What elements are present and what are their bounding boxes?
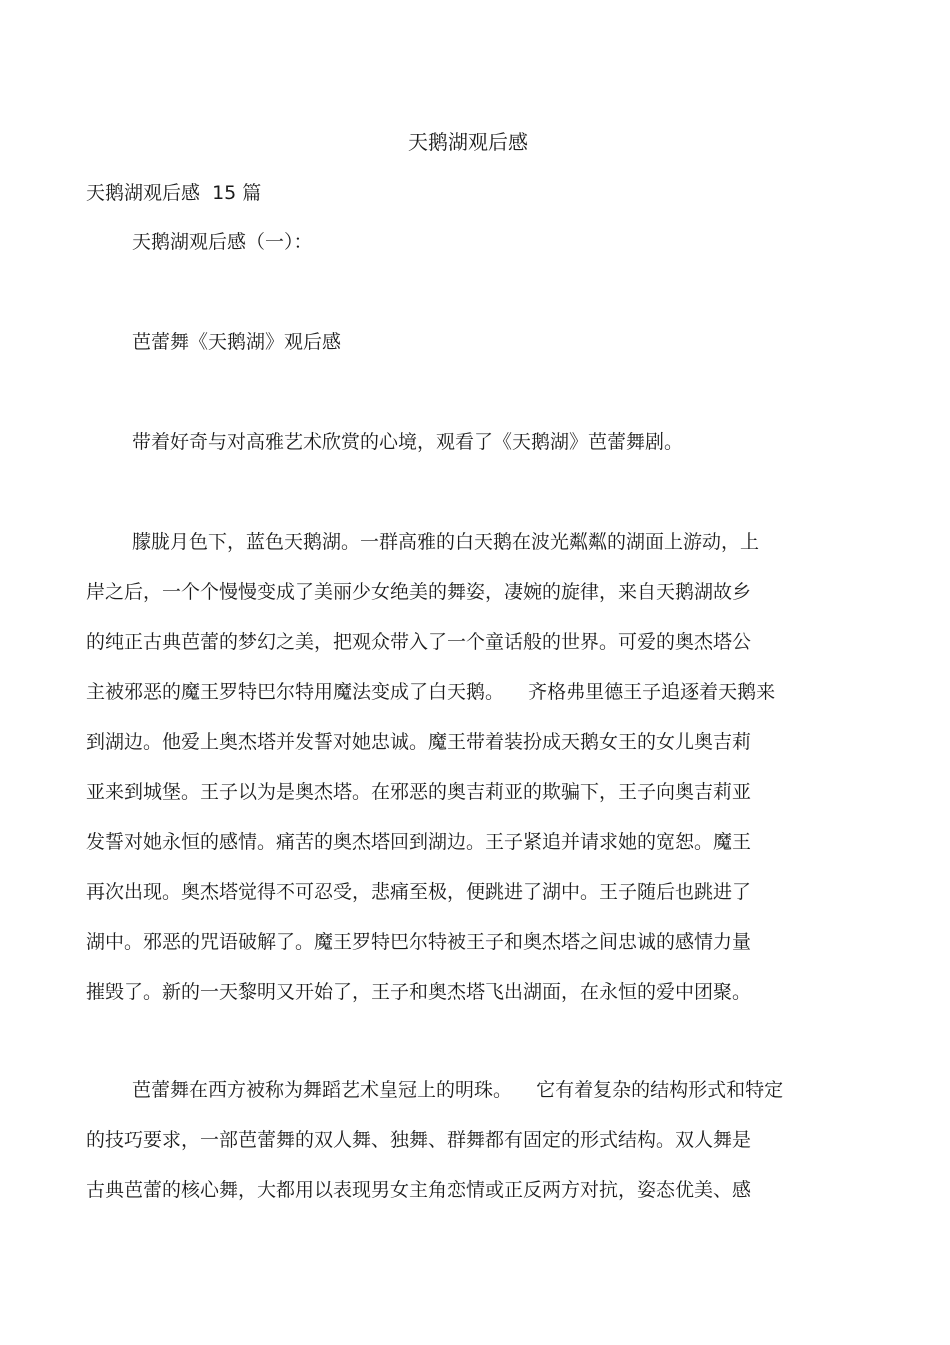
paragraph-2-line-9: 湖中。邪恶的咒语破解了。魔王罗特巴尔特被王子和奥杰塔之间忠诚的感情力量 [86, 931, 752, 953]
paragraph-2-line-6: 亚来到城堡。王子以为是奥杰塔。在邪恶的奥吉莉亚的欺骗下，王子向奥吉莉亚 [86, 781, 752, 803]
paragraph-1-line-1: 带着好奇与对高雅艺术欣赏的心境，观看了《天鹅湖》芭蕾舞剧。 [132, 431, 684, 453]
paragraph-2-line-7: 发誓对她永恒的感情。痛苦的奥杰塔回到湖边。王子紧追并请求她的宽恕。魔王 [86, 831, 752, 853]
paragraph-3-line-2: 的技巧要求，一部芭蕾舞的双人舞、独舞、群舞都有固定的形式结构。双人舞是 [86, 1129, 752, 1151]
paragraph-2-line-10: 摧毁了。新的一天黎明又开始了，王子和奥杰塔飞出湖面，在永恒的爱中团聚。 [86, 981, 752, 1003]
document-subtitle: 天鹅湖观后感 15 篇 [86, 182, 262, 204]
paragraph-2-line-5: 到湖边。他爱上奥杰塔并发誓对她忠诚。魔王带着装扮成天鹅女王的女儿奥吉莉 [86, 731, 752, 753]
paragraph-3-line-1: 芭蕾舞在西方被称为舞蹈艺术皇冠上的明珠。 它有着复杂的结构形式和特定 [132, 1079, 784, 1101]
paragraph-2-line-1: 朦胧月色下，蓝色天鹅湖。一群高雅的白天鹅在波光粼粼的湖面上游动，上 [132, 531, 760, 553]
essay-title: 芭蕾舞《天鹅湖》观后感 [132, 331, 342, 353]
paragraph-2-line-8: 再次出现。奥杰塔觉得不可忍受，悲痛至极，便跳进了湖中。王子随后也跳进了 [86, 881, 752, 903]
paragraph-2-line-2: 岸之后，一个个慢慢变成了美丽少女绝美的舞姿，凄婉的旋律，来自天鹅湖故乡 [86, 581, 752, 603]
paragraph-2-line-3: 的纯正古典芭蕾的梦幻之美，把观众带入了一个童话般的世界。可爱的奥杰塔公 [86, 631, 752, 653]
paragraph-3-line-3: 古典芭蕾的核心舞，大都用以表现男女主角恋情或正反两方对抗，姿态优美、感 [86, 1179, 752, 1201]
document-title: 天鹅湖观后感 [408, 130, 528, 154]
section-heading: 天鹅湖观后感（一）： [132, 231, 313, 253]
paragraph-2-line-4: 主被邪恶的魔王罗特巴尔特用魔法变成了白天鹅。 齐格弗里德王子追逐着天鹅来 [86, 681, 776, 703]
